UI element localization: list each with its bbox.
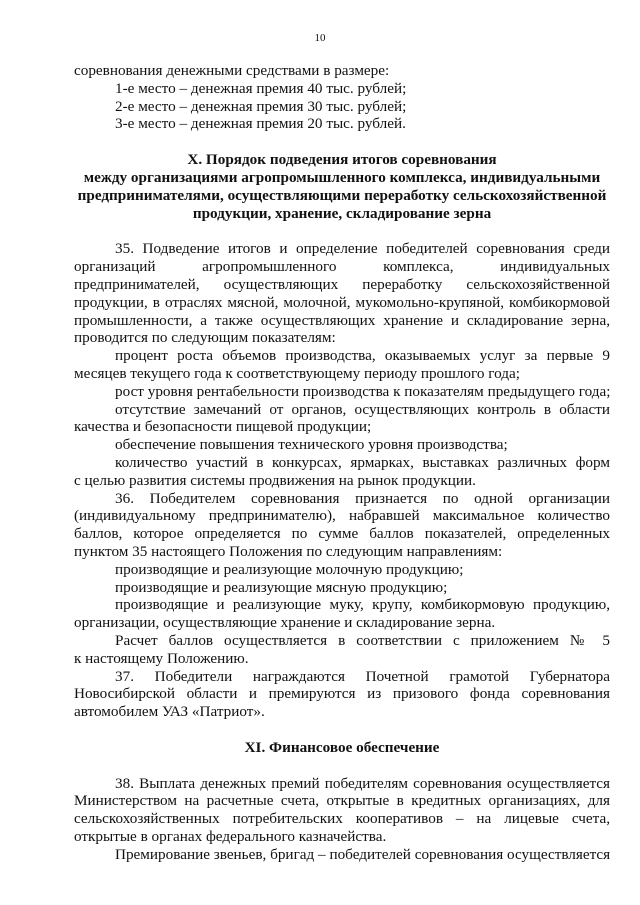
prize-1: 1-е место – денежная премия 40 тыс. рублей; — [115, 79, 407, 97]
prize-2: 2-е место – денежная премия 30 тыс. рублей; — [115, 97, 407, 115]
document-body — [74, 62, 610, 864]
section-10-heading-line: предпринимателями, осуществляющими переработку сельскохозяйственной — [77, 186, 607, 204]
direction-line: производящие и реализующие молочную продукцию; — [115, 560, 464, 578]
paragraph-36-line: пунктом 35 настоящего Положения по следующим направлениям: — [74, 542, 503, 560]
criteria-line: отсутствие замечаний от органов, осуществляющих контроль в области — [115, 400, 610, 418]
bonus-line: Премирование звеньев, бригад – победителей соревнования осуществляется — [115, 845, 610, 863]
paragraph-36-line: 36. Победителем соревнования признается по одной организации — [115, 489, 610, 507]
criteria-line: процент роста объемов производства, оказываемых услуг за первые 9 — [115, 347, 610, 365]
paragraph-37-line: автомобилем УАЗ «Патриот». — [74, 703, 265, 721]
paragraph-35-line: промышленности, а также осуществляющих хранение и складирование зерна, — [74, 311, 610, 329]
paragraph-38-line: Министерством на расчетные счета, открытые в кредитных организациях, для — [74, 792, 610, 810]
paragraph-38-line: открытые в органах федерального казначейства. — [74, 828, 387, 846]
intro-line: соревнования денежными средствами в размере: — [74, 62, 390, 79]
criteria-line: с целью развития системы продвижения на рынок продукции. — [74, 471, 476, 489]
paragraph-35-line: 35. Подведение итогов и определение победителей соревнования среди — [115, 240, 610, 258]
paragraph-37-line: 37. Победители награждаются Почетной грамотой Губернатора — [115, 667, 610, 685]
paragraph-37-line: Новосибирской области и премируются из призового фонда соревнования — [74, 685, 610, 703]
criteria-line: обеспечение повышения технического уровня производства; — [115, 436, 508, 454]
direction-line: производящие и реализующие муку, крупу, комбикормовую продукцию, — [115, 596, 610, 614]
paragraph-35-line: организаций агропромышленного комплекса, индивидуальных — [74, 258, 610, 276]
calculation-line: к настоящему Положению. — [74, 649, 249, 667]
page-number: 10 — [314, 32, 326, 44]
criteria-line: рост уровня рентабельности производства к показателям предыдущего года; — [115, 382, 610, 400]
paragraph-35-line: продукции, в отраслях мясной, молочной, мукомольно-крупяной, комбикормовой — [74, 293, 610, 311]
paragraph-38-line: сельскохозяйственных потребительских кооперативов – на лицевые счета, — [74, 810, 610, 828]
paragraph-36-line: (индивидуальному предпринимателю), набравшей максимальное количество — [74, 507, 610, 525]
section-10-text — [74, 240, 610, 721]
direction-line: производящие и реализующие мясную продукцию; — [115, 578, 448, 596]
criteria-line: качества и безопасности пищевой продукции; — [74, 418, 372, 436]
paragraph-35-line: предпринимателей, осуществляющих переработку сельскохозяйственной — [74, 275, 610, 293]
paragraph-36-line: баллов, которое определяется по сумме баллов показателей, определенных — [74, 525, 610, 543]
paragraph-38-line: 38. Выплата денежных премий победителям соревнования осуществляется — [115, 774, 610, 792]
paragraph-35-line: проводится по следующим показателям: — [74, 329, 336, 347]
direction-line: организации, осуществляющие хранение и складирование зерна. — [74, 614, 496, 632]
section-10-heading-line: X. Порядок подведения итогов соревнования — [187, 151, 497, 169]
section-10-heading-line: продукции, хранение, складирование зерна — [192, 204, 492, 222]
section-10-heading-line: между организациями агропромышленного комплекса, индивидуальными — [83, 168, 601, 186]
criteria-line: месяцев текущего года к соответствующему периоду прошлого года; — [74, 364, 520, 382]
section-10-heading — [74, 151, 610, 222]
prize-3: 3-е место – денежная премия 20 тыс. рублей. — [115, 115, 406, 133]
criteria-line: количество участий в конкурсах, ярмарках, выставках различных форм — [115, 453, 610, 471]
section-11-text — [74, 775, 610, 864]
section-11-heading: XI. Финансовое обеспечение — [244, 738, 440, 756]
calculation-line: Расчет баллов осуществляется в соответствии с приложением № 5 — [115, 631, 610, 649]
